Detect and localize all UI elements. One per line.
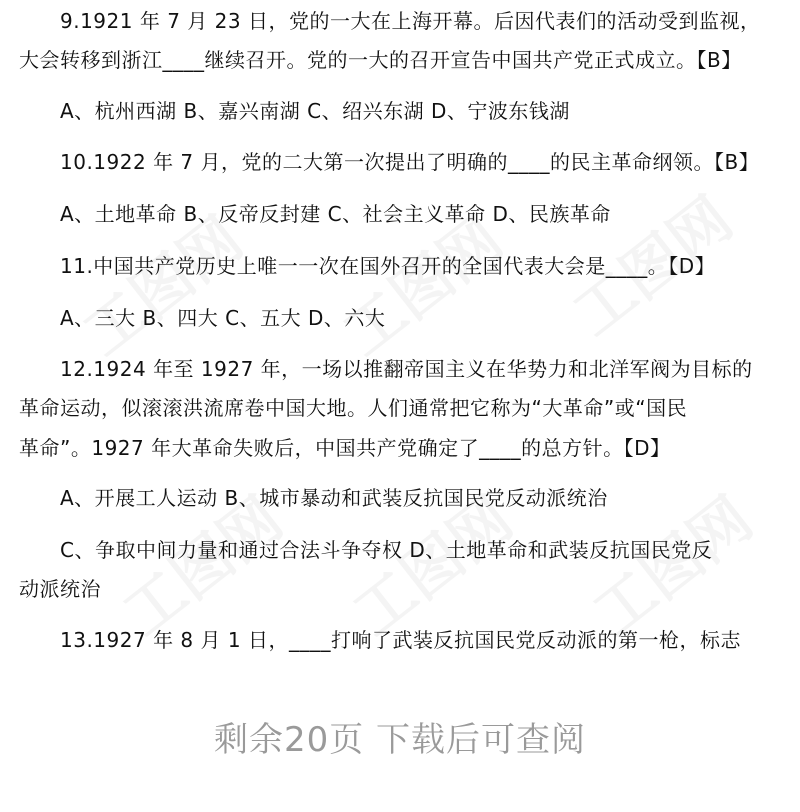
question-10-line-1: 10.1922 年 7 月，党的二大第一次提出了明确的____的民主革命纲领。【B】 bbox=[60, 150, 760, 174]
question-12-line-2: 革命运动，似滚滚洪流席卷中国大地。人们通常把它称为“大革命”或“国民 bbox=[19, 396, 688, 420]
question-9-line-1: 9.1921 年 7 月 23 日，党的一大在上海开幕。后因代表们的活动受到监视， bbox=[60, 9, 761, 33]
question-11-line-1: 11.中国共产党历史上唯一一次在国外召开的全国代表大会是____。【D】 bbox=[60, 254, 716, 278]
question-11-options: A、三大 B、四大 C、五大 D、六大 bbox=[60, 306, 386, 330]
question-12-line-3: 革命”。1927 年大革命失败后，中国共产党确定了____的总方针。【D】 bbox=[19, 436, 671, 460]
question-12-options-line-2: C、争取中间力量和通过合法斗争夺权 D、土地革命和武装反抗国民党反 bbox=[60, 538, 713, 562]
question-12-options-line-3: 动派统治 bbox=[19, 577, 101, 601]
question-9-line-2: 大会转移到浙江____继续召开。党的一大的召开宣告中国共产党正式成立。【B】 bbox=[19, 48, 742, 72]
remaining-pages-banner[interactable]: 剩余20页 下载后可查阅 bbox=[213, 720, 587, 760]
question-13-line-1: 13.1927 年 8 月 1 日，____打响了武装反抗国民党反动派的第一枪，标志 bbox=[60, 628, 741, 652]
question-12-line-1: 12.1924 年至 1927 年，一场以推翻帝国主义在华势力和北洋军阀为目标的 bbox=[60, 357, 753, 381]
question-10-options: A、土地革命 B、反帝反封建 C、社会主义革命 D、民族革命 bbox=[60, 202, 611, 226]
question-9-options: A、杭州西湖 B、嘉兴南湖 C、绍兴东湖 D、宁波东钱湖 bbox=[60, 99, 570, 123]
question-12-options-line-1: A、开展工人运动 B、城市暴动和武装反抗国民党反动派统治 bbox=[60, 486, 608, 510]
